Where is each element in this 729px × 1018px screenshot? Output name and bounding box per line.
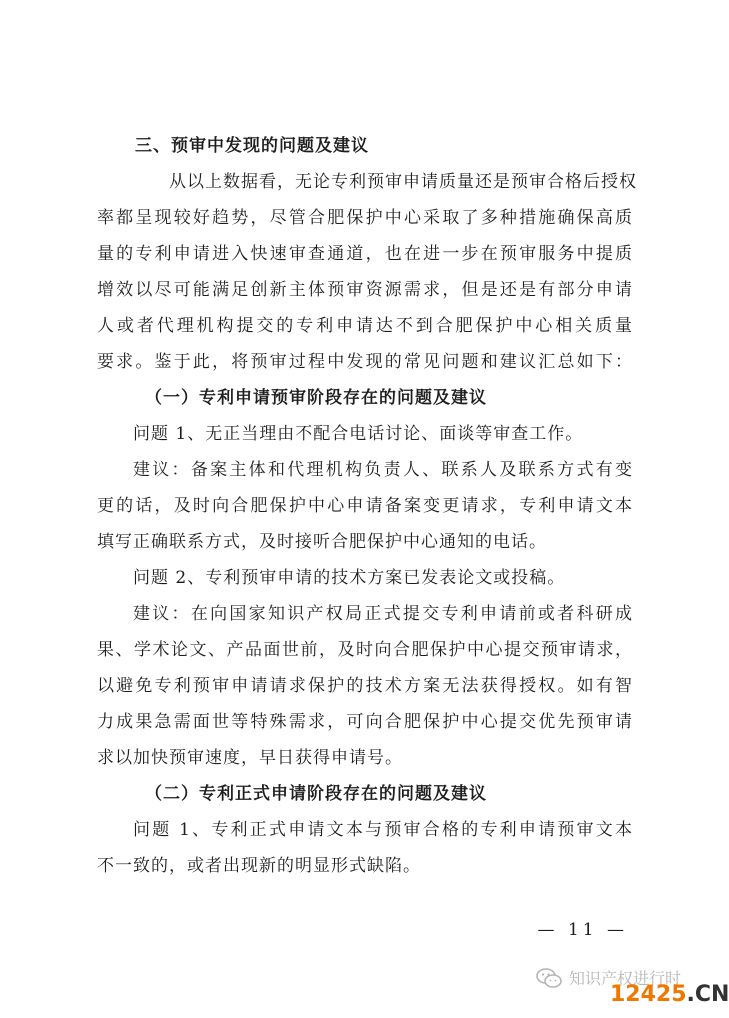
issue-line: 问题 1、无正当理由不配合电话讨论、面谈等审查工作。 — [133, 424, 584, 444]
page-number — [0, 920, 720, 940]
page-number-text: — 11 — — [537, 920, 628, 940]
paragraph-line: 人或者代理机构提交的专利申请达不到合肥保护中心相关质量 — [97, 316, 633, 336]
sub-heading: （一）专利申请预审阶段存在的问题及建议 — [145, 388, 487, 408]
section-heading: 三、预审中发现的问题及建议 — [135, 136, 369, 156]
document-body — [97, 128, 637, 884]
paragraph-line: 要求。鉴于此，将预审过程中发现的常见问题和建议汇总如下： — [97, 352, 633, 372]
site-logo-number: 12425 — [610, 982, 687, 1007]
advice-line: 求以加快预审速度，早日获得申请号。 — [97, 748, 403, 768]
paragraph-line: 率都呈现较好趋势，尽管合肥保护中心采取了多种措施确保高质 — [97, 208, 633, 228]
advice-line: 填写正确联系方式，及时接听合肥保护中心通知的电话。 — [97, 532, 547, 552]
issue-line: 问题 2、专利预审申请的技术方案已发表论文或投稿。 — [133, 568, 566, 588]
advice-line: 建议：在向国家知识产权局正式提交专利申请前或者科研成 — [133, 604, 633, 624]
paragraph-line: 量的专利申请进入快速审查通道，也在进一步在预审服务中提质 — [97, 244, 633, 264]
advice-line: 更的话，及时向合肥保护中心申请备案变更请求，专利申请文本 — [97, 496, 633, 516]
issue-line: 问题 1、专利正式申请文本与预审合格的专利申请预审文本 — [133, 820, 633, 840]
watermark-text: 知识产权进行时 — [569, 969, 682, 988]
paragraph-line: 从以上数据看，无论专利预审申请质量还是预审合格后授权 — [169, 172, 637, 192]
site-logo-suffix: .CN — [686, 982, 729, 1007]
wechat-icon — [535, 967, 563, 989]
advice-line: 建议：备案主体和代理机构负责人、联系人及联系方式有变 — [133, 460, 633, 480]
advice-line: 果、学术论文、产品面世前，及时向合肥保护中心提交预审请求， — [97, 640, 633, 660]
advice-line: 力成果急需面世等特殊需求，可向合肥保护中心提交优先预审请 — [97, 712, 633, 732]
issue-line: 不一致的，或者出现新的明显形式缺陷。 — [97, 856, 421, 876]
paragraph-line: 增效以尽可能满足创新主体预审资源需求，但是还是有部分申请 — [97, 280, 633, 300]
sub-heading: （二）专利正式申请阶段存在的问题及建议 — [145, 784, 487, 804]
site-logo — [610, 982, 729, 1007]
advice-line: 以避免专利预审申请请求保护的技术方案无法获得授权。如有智 — [97, 676, 633, 696]
